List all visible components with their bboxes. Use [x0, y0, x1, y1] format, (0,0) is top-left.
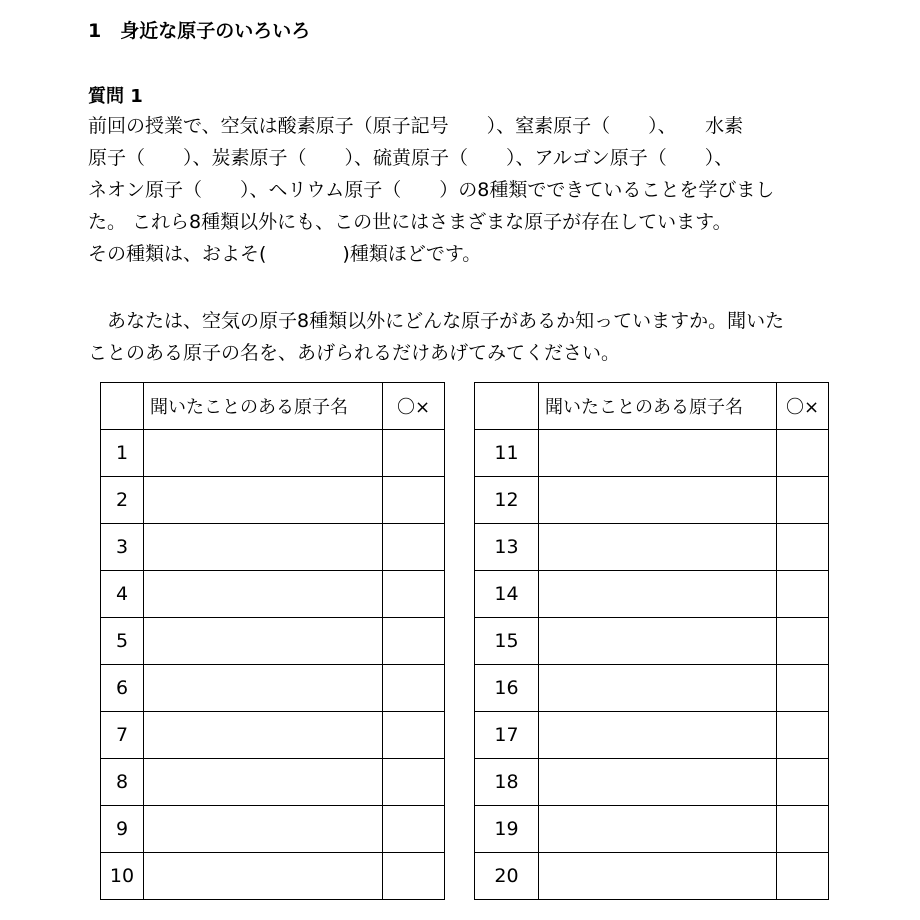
mark-cell[interactable] — [777, 618, 829, 665]
mark-cell[interactable] — [383, 430, 445, 477]
prompt-line-1: あなたは、空気の原子8種類以外にどんな原子があるか知っていますか。聞いた — [88, 310, 785, 332]
mark-cell[interactable] — [777, 524, 829, 571]
table-row — [101, 712, 445, 759]
row-number: 5 — [101, 618, 144, 665]
row-number: 12 — [475, 477, 539, 524]
table-row — [101, 430, 445, 477]
atom-name-cell[interactable] — [539, 853, 777, 900]
prompt-line-2: ことのある原子の名を、あげられるだけあげてみてください。 — [88, 342, 621, 364]
row-number: 11 — [475, 430, 539, 477]
table-row — [475, 430, 829, 477]
row-number: 3 — [101, 524, 144, 571]
mark-cell[interactable] — [777, 477, 829, 524]
atom-name-cell[interactable] — [539, 759, 777, 806]
atom-name-cell[interactable] — [144, 571, 383, 618]
row-number: 8 — [101, 759, 144, 806]
atom-name-cell[interactable] — [144, 806, 383, 853]
table-row — [101, 665, 445, 712]
table-row — [475, 477, 829, 524]
header-mark: 〇× — [777, 383, 829, 430]
atom-name-cell[interactable] — [539, 430, 777, 477]
header-mark: 〇× — [383, 383, 445, 430]
table-row — [101, 618, 445, 665]
atom-name-cell[interactable] — [539, 524, 777, 571]
table-row — [101, 524, 445, 571]
table-row — [475, 665, 829, 712]
row-number: 2 — [101, 477, 144, 524]
atom-name-cell[interactable] — [539, 712, 777, 759]
atom-name-cell[interactable] — [144, 712, 383, 759]
mark-cell[interactable] — [777, 430, 829, 477]
atom-name-cell[interactable] — [539, 665, 777, 712]
question-line-4: た。 これら8種類以外にも、この世にはさまざまな原子が存在しています。 — [88, 211, 732, 233]
row-number: 18 — [475, 759, 539, 806]
header-atom-name: 聞いたことのある原子名 — [144, 383, 383, 430]
mark-cell[interactable] — [383, 853, 445, 900]
mark-cell[interactable] — [383, 759, 445, 806]
mark-cell[interactable] — [777, 806, 829, 853]
row-number: 15 — [475, 618, 539, 665]
answer-table-left — [100, 382, 445, 900]
atom-name-cell[interactable] — [539, 571, 777, 618]
question-label: 質問 1 — [88, 86, 143, 107]
header-atom-name: 聞いたことのある原子名 — [539, 383, 777, 430]
table-row — [475, 571, 829, 618]
row-number: 19 — [475, 806, 539, 853]
table-row — [475, 759, 829, 806]
mark-cell[interactable] — [777, 571, 829, 618]
row-number: 14 — [475, 571, 539, 618]
table-row — [101, 477, 445, 524]
row-number: 9 — [101, 806, 144, 853]
row-number: 7 — [101, 712, 144, 759]
mark-cell[interactable] — [383, 806, 445, 853]
question-line-1: 前回の授業で、空気は酸素原子（原子記号 ）、窒素原子（ ）、 水素 — [88, 115, 744, 137]
table-header-row — [475, 383, 829, 430]
atom-name-cell[interactable] — [144, 524, 383, 571]
mark-cell[interactable] — [383, 712, 445, 759]
table-row — [475, 712, 829, 759]
atom-name-cell[interactable] — [539, 477, 777, 524]
row-number: 10 — [101, 853, 144, 900]
mark-cell[interactable] — [383, 524, 445, 571]
question-line-3: ネオン原子（ ）、ヘリウム原子（ ）の8種類でできていることを学びまし — [88, 179, 775, 201]
answer-table-right — [474, 382, 829, 900]
atom-name-cell[interactable] — [144, 477, 383, 524]
mark-cell[interactable] — [777, 853, 829, 900]
header-number-cell — [101, 383, 144, 430]
atom-name-cell[interactable] — [539, 806, 777, 853]
atom-name-cell[interactable] — [144, 665, 383, 712]
table-row — [101, 806, 445, 853]
table-row — [101, 759, 445, 806]
table-row — [475, 524, 829, 571]
atom-name-cell[interactable] — [144, 759, 383, 806]
row-number: 20 — [475, 853, 539, 900]
table-header-row — [101, 383, 445, 430]
table-row — [475, 618, 829, 665]
table-row — [475, 853, 829, 900]
mark-cell[interactable] — [383, 618, 445, 665]
mark-cell[interactable] — [383, 665, 445, 712]
mark-cell[interactable] — [383, 477, 445, 524]
mark-cell[interactable] — [777, 665, 829, 712]
header-number-cell — [475, 383, 539, 430]
mark-cell[interactable] — [383, 571, 445, 618]
row-number: 1 — [101, 430, 144, 477]
mark-cell[interactable] — [777, 759, 829, 806]
table-row — [475, 806, 829, 853]
question-line-5: その種類は、およそ( )種類ほどです。 — [88, 243, 482, 265]
row-number: 6 — [101, 665, 144, 712]
row-number: 17 — [475, 712, 539, 759]
mark-cell[interactable] — [777, 712, 829, 759]
atom-name-cell[interactable] — [144, 853, 383, 900]
atom-name-cell[interactable] — [144, 618, 383, 665]
atom-name-cell[interactable] — [539, 618, 777, 665]
atom-name-cell[interactable] — [144, 430, 383, 477]
row-number: 4 — [101, 571, 144, 618]
table-row — [101, 853, 445, 900]
question-line-2: 原子（ ）、炭素原子（ ）、硫黄原子（ ）、アルゴン原子（ ）、 — [88, 147, 734, 169]
section-title: 1 身近な原子のいろいろ — [88, 20, 311, 42]
row-number: 13 — [475, 524, 539, 571]
row-number: 16 — [475, 665, 539, 712]
table-row — [101, 571, 445, 618]
